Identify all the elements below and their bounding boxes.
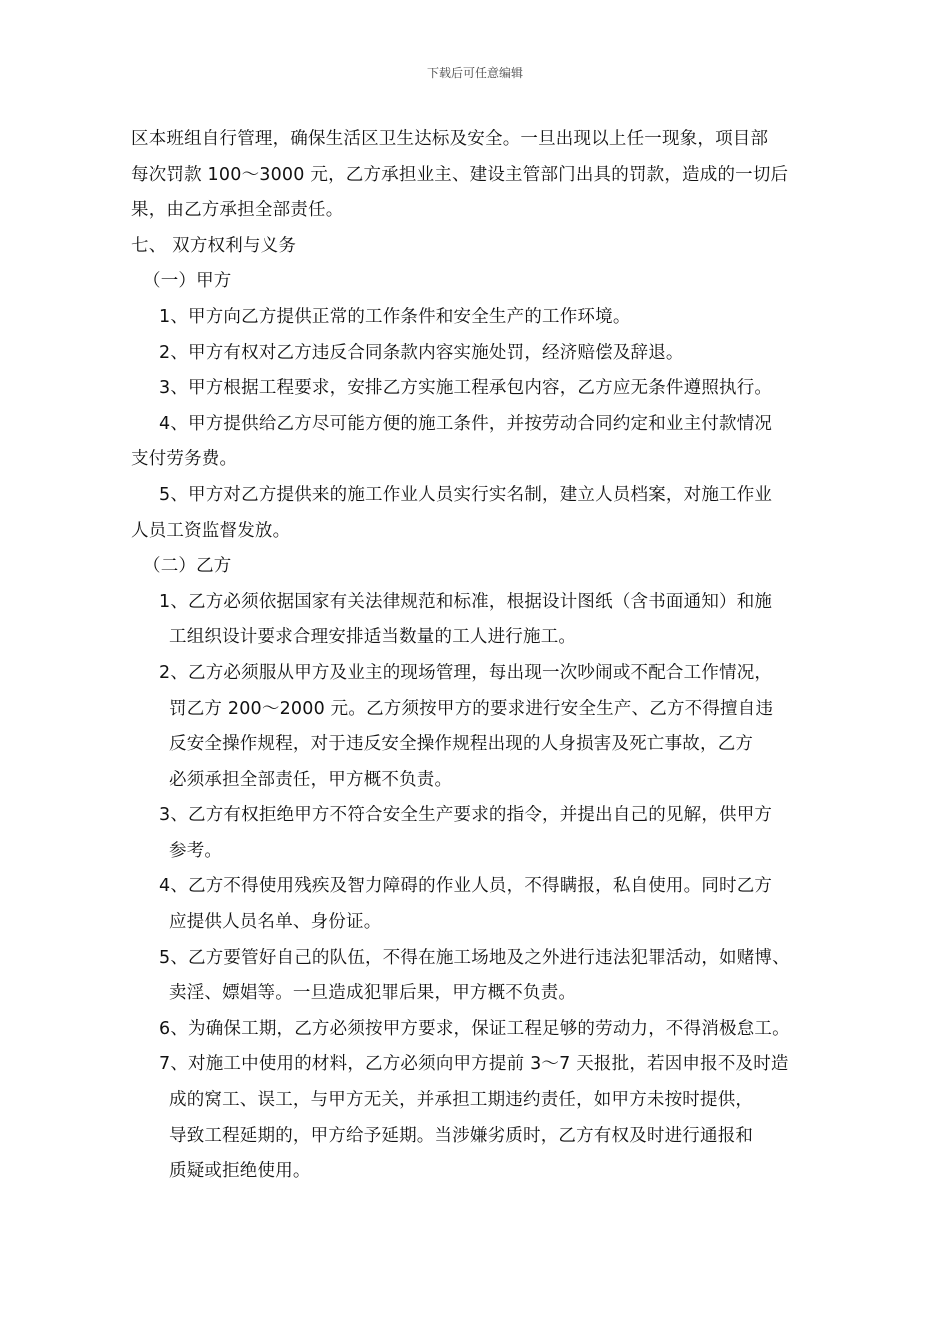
- list-item: 5、乙方要管好自己的队伍，不得在施工场地及之外进行违法犯罪活动，如赌博、: [159, 947, 790, 968]
- list-item: 3、甲方根据工程要求，安排乙方实施工程承包内容，乙方应无条件遵照执行。: [159, 378, 773, 399]
- list-item: 1、甲方向乙方提供正常的工作条件和安全生产的工作环境。: [159, 306, 631, 327]
- subsection-heading: （一）甲方: [143, 271, 232, 292]
- list-item: 6、为确保工期，乙方必须按甲方要求，保证工程足够的劳动力，不得消极怠工。: [159, 1018, 790, 1039]
- list-item-continuation: 人员工资监督发放。: [131, 520, 291, 541]
- list-item-continuation: 罚乙方 200～2000 元。乙方须按甲方的要求进行安全生产、乙方不得擅自违: [169, 698, 774, 719]
- list-item: 4、乙方不得使用残疾及智力障碍的作业人员，不得瞒报，私自使用。同时乙方: [159, 876, 773, 897]
- document-body: [131, 122, 843, 1190]
- list-item: 4、甲方提供给乙方尽可能方便的施工条件，并按劳动合同约定和业主付款情况: [159, 413, 773, 434]
- list-item-continuation: 参考。: [169, 840, 223, 861]
- list-item-continuation: 支付劳务费。: [131, 449, 238, 470]
- paragraph-line: 每次罚款 100～3000 元，乙方承担业主、建设主管部门出具的罚款，造成的一切后: [131, 164, 789, 185]
- paragraph-line: 区本班组自行管理，确保生活区卫生达标及安全。一旦出现以上任一现象，项目部: [131, 129, 769, 149]
- list-item: 3、乙方有权拒绝甲方不符合安全生产要求的指令，并提出自己的见解，供甲方: [159, 805, 773, 826]
- list-item: 2、甲方有权对乙方违反合同条款内容实施处罚，经济赔偿及辞退。: [159, 342, 684, 363]
- list-item-continuation: 必须承担全部责任，甲方概不负责。: [169, 769, 453, 790]
- list-item-continuation: 应提供人员名单、身份证。: [169, 912, 382, 933]
- subsection-heading: （二）乙方: [143, 556, 232, 577]
- page-header: 下载后可任意编辑: [426, 66, 523, 80]
- list-item: 5、甲方对乙方提供来的施工作业人员实行实名制，建立人员档案，对施工作业: [159, 484, 773, 505]
- paragraph-line: 果，由乙方承担全部责任。: [131, 200, 344, 221]
- list-item: 1、乙方必须依据国家有关法律规范和标准，根据设计图纸（含书面通知）和施: [159, 591, 773, 612]
- list-item-continuation: 工组织设计要求合理安排适当数量的工人进行施工。: [169, 627, 577, 648]
- list-item-continuation: 卖淫、嫖娼等。一旦造成犯罪后果，甲方概不负责。: [169, 983, 577, 1004]
- list-item-continuation: 质疑或拒绝使用。: [169, 1161, 311, 1182]
- list-item: 2、乙方必须服从甲方及业主的现场管理，每出现一次吵闹或不配合工作情况，: [159, 662, 773, 683]
- section-heading: 七、 双方权利与义务: [131, 235, 297, 256]
- list-item-continuation: 反安全操作规程，对于违反安全操作规程出现的人身损害及死亡事故，乙方: [169, 734, 754, 755]
- list-item-continuation: 成的窝工、误工，与甲方无关，并承担工期违约责任，如甲方未按时提供，: [169, 1090, 754, 1111]
- list-item-continuation: 导致工程延期的，甲方给予延期。当涉嫌劣质时，乙方有权及时进行通报和: [169, 1125, 754, 1146]
- list-item: 7、对施工中使用的材料，乙方必须向甲方提前 3～7 天报批，若因申报不及时造: [159, 1054, 789, 1075]
